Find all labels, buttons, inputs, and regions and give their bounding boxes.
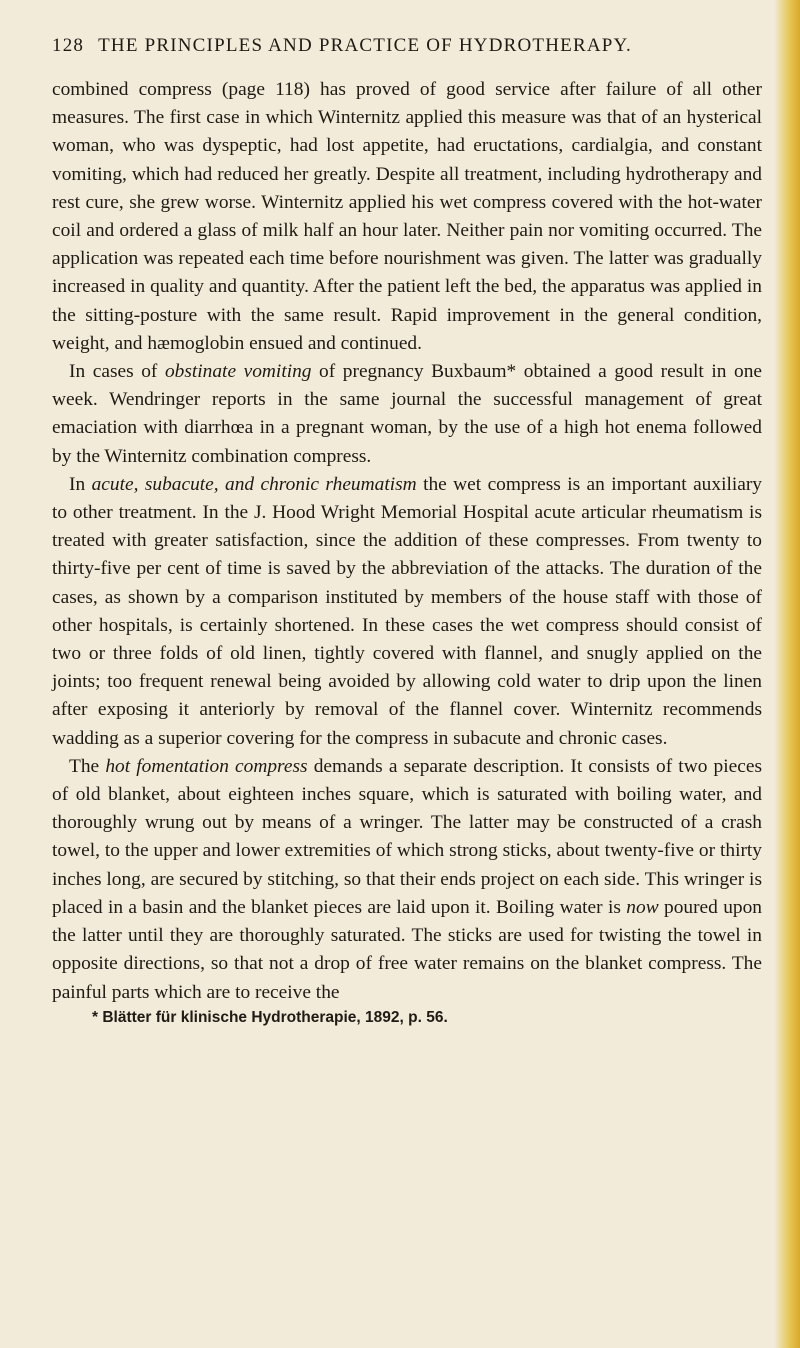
running-title: THE PRINCIPLES AND PRACTICE OF HYDROTHERAPY.	[98, 35, 632, 56]
text-run: the wet compress is an important auxiliary to other treatment. In the J. Hood Wright Memorial Hospital acute articular rheumatism is treated with greater satisfaction, since the addition of these compresses. From twenty to thirty-five per cent of time is saved by the abbreviation of the attacks. The duration of the cases, as shown by a comparison instituted by members of the house staff with those of other hospitals, is certainly shortened. In these cases the wet compress should consist of two or three folds of old linen, tightly covered with flannel, and snugly applied on the joints; too frequent renewal being avoided by allowing cold water to drip upon the linen after exposing it anteriorly by removal of the flannel cover. Winternitz recommends wadding as a superior covering for the compress in subacute and chronic cases.	[52, 473, 762, 749]
footnote: * Blätter für klinische Hydrotherapie, 1892, p. 56.	[92, 1008, 448, 1026]
paragraph-4	[52, 753, 762, 1007]
text-run: of pregnancy Buxbaum* obtained a good result in one week. Wendringer reports in the same journal the successful management of great emaciation with diarrhœa in a pregnant woman, by the use of a high hot enema followed by the Winternitz combination compress.	[52, 361, 762, 467]
text-run: demands a separate description. It consists of two pieces of old blanket, about eighteen inches square, which is saturated with boiling water, and thoroughly wrung out by means of a wringer. The latter may be constructed of a crash towel, to the upper and lower extremities of which strong sticks, about twenty-five or thirty inches long, are secured by stitching, so that their ends project on each side. This wringer is placed in a basin and the blanket pieces are laid upon it. Boiling water is	[52, 755, 763, 918]
page-number: 128	[52, 35, 85, 56]
book-page	[52, 34, 762, 1029]
emphasis: acute, subacute, and chronic rheumatism	[91, 473, 417, 495]
emphasis: now	[626, 896, 659, 918]
page-edge-decoration	[774, 0, 800, 1348]
text-run: In cases of	[69, 361, 165, 383]
emphasis: hot fomentation compress	[105, 755, 308, 777]
running-header	[52, 34, 762, 58]
text-run: The	[69, 755, 106, 777]
paragraph-2	[52, 358, 762, 471]
text-run: In	[69, 473, 92, 495]
text-run: poured upon the latter until they are thoroughly saturated. The sticks are used for twisting the towel in opposite directions, so that not a drop of free water remains on the blanket compress. The painful parts which are to receive the	[52, 896, 762, 1003]
paragraph-3	[52, 471, 762, 753]
emphasis: obstinate vomiting	[164, 361, 312, 383]
body-text	[52, 76, 762, 1007]
paragraph-1: combined compress (page 118) has proved of good service after failure of all other measures. The first case in which Winternitz applied this measure was that of an hysterical woman, who was dyspeptic, had lost appetite, had eructations, cardialgia, and constant vomiting, which had reduced her greatly. Despite all treatment, including hydrotherapy and rest cure, she grew worse. Winternitz applied his wet compress covered with the hot-water coil and ordered a glass of milk half an hour later. Neither pain nor vomiting occurred. The application was repeated each time before nourishment was given. The latter was gradually increased in quality and quantity. After the patient left the bed, the apparatus was applied in the sitting-posture with the same result. Rapid improvement in the general condition, weight, and hæmoglobin ensued and continued.	[52, 79, 762, 354]
